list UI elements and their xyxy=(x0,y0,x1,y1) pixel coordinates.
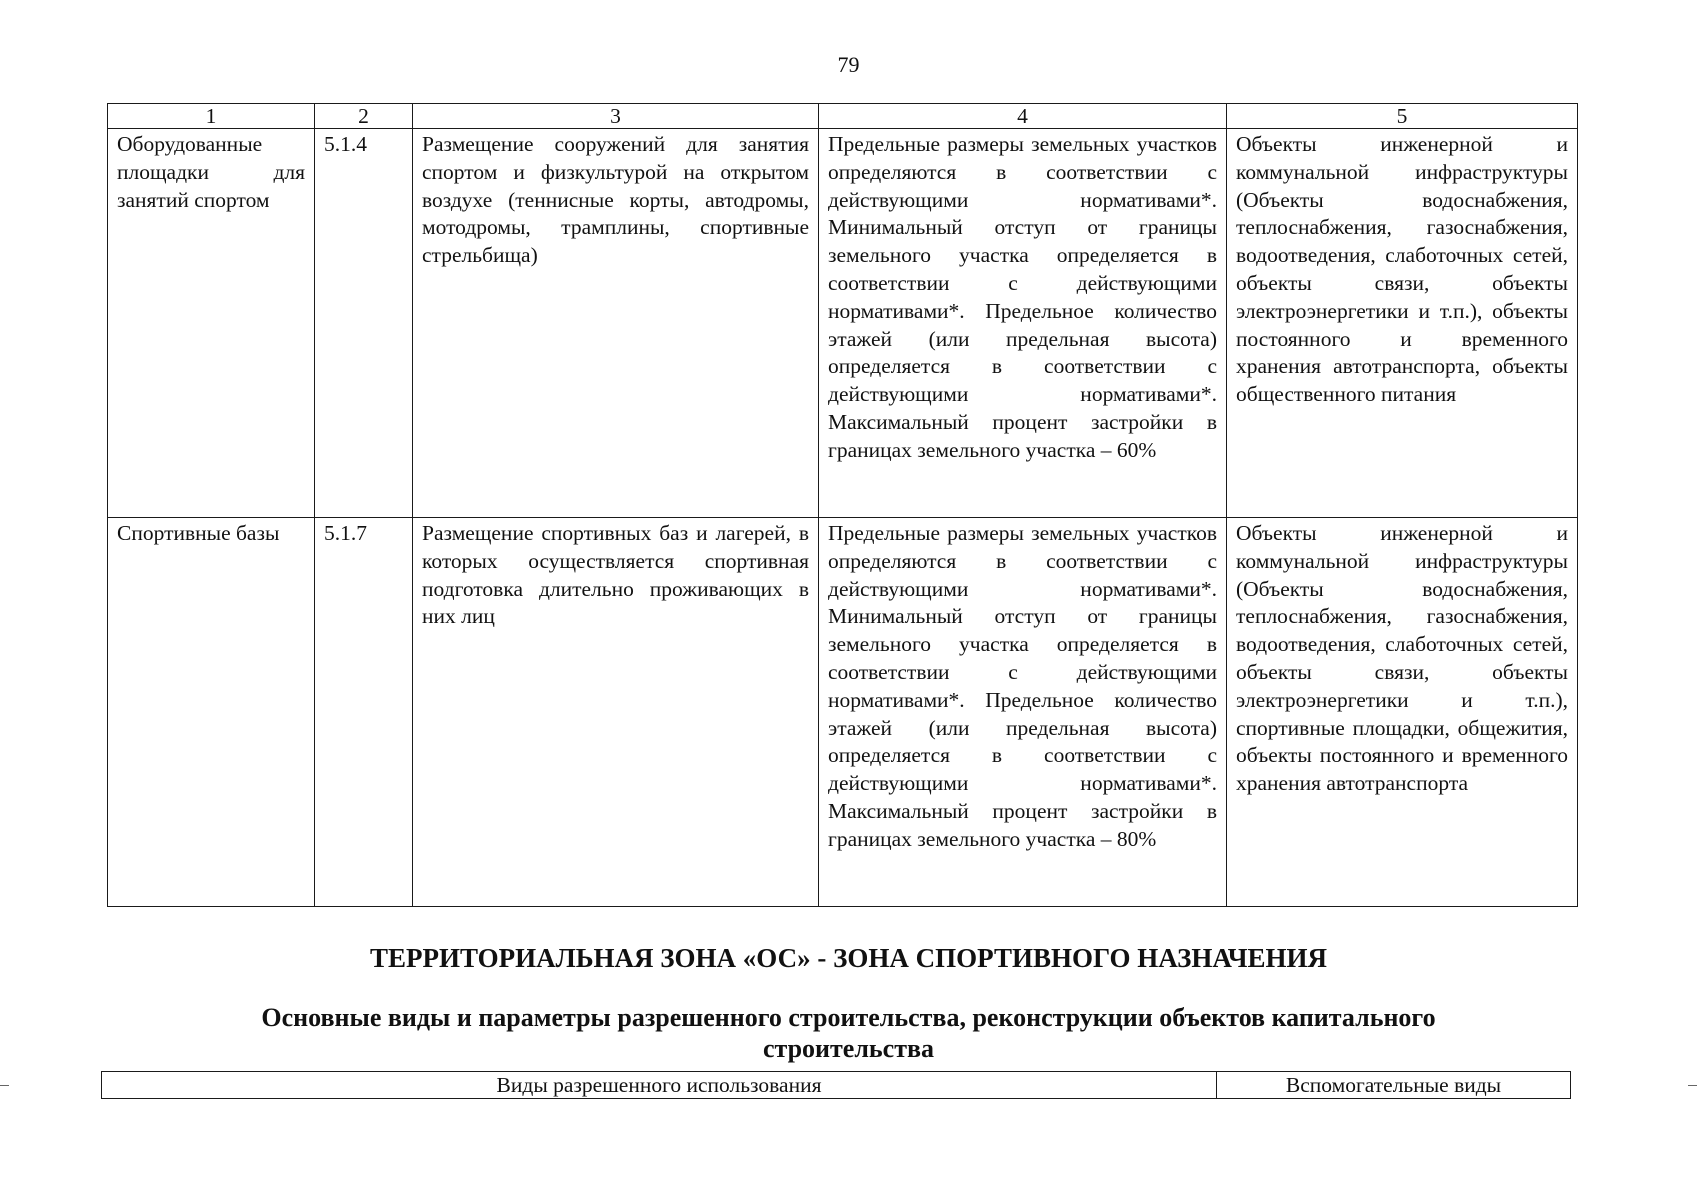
header-auxiliary-uses: Вспомогательные виды xyxy=(1217,1072,1571,1099)
header-col-1: 1 xyxy=(108,104,315,129)
row-code-cell: 5.1.7 xyxy=(315,518,413,907)
row-auxiliary-cell: Объекты инженерной и коммунальной инфраструктуры (Объекты водоснабжения, теплоснабжения, газоснабжения, водоотведения, слаботочных сетей, объекты связи, объекты электроэнергетики и т.п.), спортивные площадки, общежития, объекты постоянного и временного хранения автотранспорта xyxy=(1227,518,1578,907)
table-row xyxy=(108,518,1578,907)
scan-margin-mark xyxy=(1688,1085,1697,1086)
next-table-header xyxy=(101,1071,1571,1099)
row-name-cell: Спортивные базы xyxy=(108,518,315,907)
row-parameters-cell: Предельные размеры земельных участков определяются в соответствии с действующими нормативами*. Минимальный отступ от границы земельного участка определяется в соответствии с действующими нормативами*. Предельное количество этажей (или предельная высота) определяется в соответствии с действующими нормативами*. Максимальный процент застройки в границах земельного участка – 60% xyxy=(819,129,1227,518)
row-description-cell: Размещение сооружений для занятия спортом и физкультурой на открытом воздухе (теннисные корты, автодромы, мотодромы, трамплины, спортивные стрельбища) xyxy=(413,129,819,518)
header-col-3: 3 xyxy=(413,104,819,129)
header-col-2: 2 xyxy=(315,104,413,129)
zone-title: ТЕРРИТОРИАЛЬНАЯ ЗОНА «ОС» - ЗОНА СПОРТИВНОГО НАЗНАЧЕНИЯ xyxy=(369,943,1328,973)
scan-margin-mark xyxy=(0,1085,9,1086)
row-name-cell: Оборудованные площадки для занятий спортом xyxy=(108,129,315,518)
row-code-cell: 5.1.4 xyxy=(315,129,413,518)
page-number: 79 xyxy=(837,52,860,77)
table-header-row xyxy=(108,104,1578,129)
header-permitted-uses: Виды разрешенного использования xyxy=(102,1072,1217,1099)
row-description-cell: Размещение спортивных баз и лагерей, в которых осуществляется спортивная подготовка длительно проживающих в них лиц xyxy=(413,518,819,907)
table-row xyxy=(108,129,1578,518)
header-col-4: 4 xyxy=(819,104,1227,129)
land-use-table xyxy=(107,103,1578,907)
header-col-5: 5 xyxy=(1227,104,1578,129)
section-title: Основные виды и параметры разрешенного строительства, реконструкции объектов капитального строительства xyxy=(261,1003,1436,1063)
row-auxiliary-cell: Объекты инженерной и коммунальной инфраструктуры (Объекты водоснабжения, теплоснабжения, газоснабжения, водоотведения, слаботочных сетей, объекты связи, объекты электроэнергетики и т.п.), объекты постоянного и временного хранения автотранспорта, объекты общественного питания xyxy=(1227,129,1578,518)
row-parameters-cell: Предельные размеры земельных участков определяются в соответствии с действующими нормативами*. Минимальный отступ от границы земельного участка определяется в соответствии с действующими нормативами*. Предельное количество этажей (или предельная высота) определяется в соответствии с действующими нормативами*. Максимальный процент застройки в границах земельного участка – 80% xyxy=(819,518,1227,907)
